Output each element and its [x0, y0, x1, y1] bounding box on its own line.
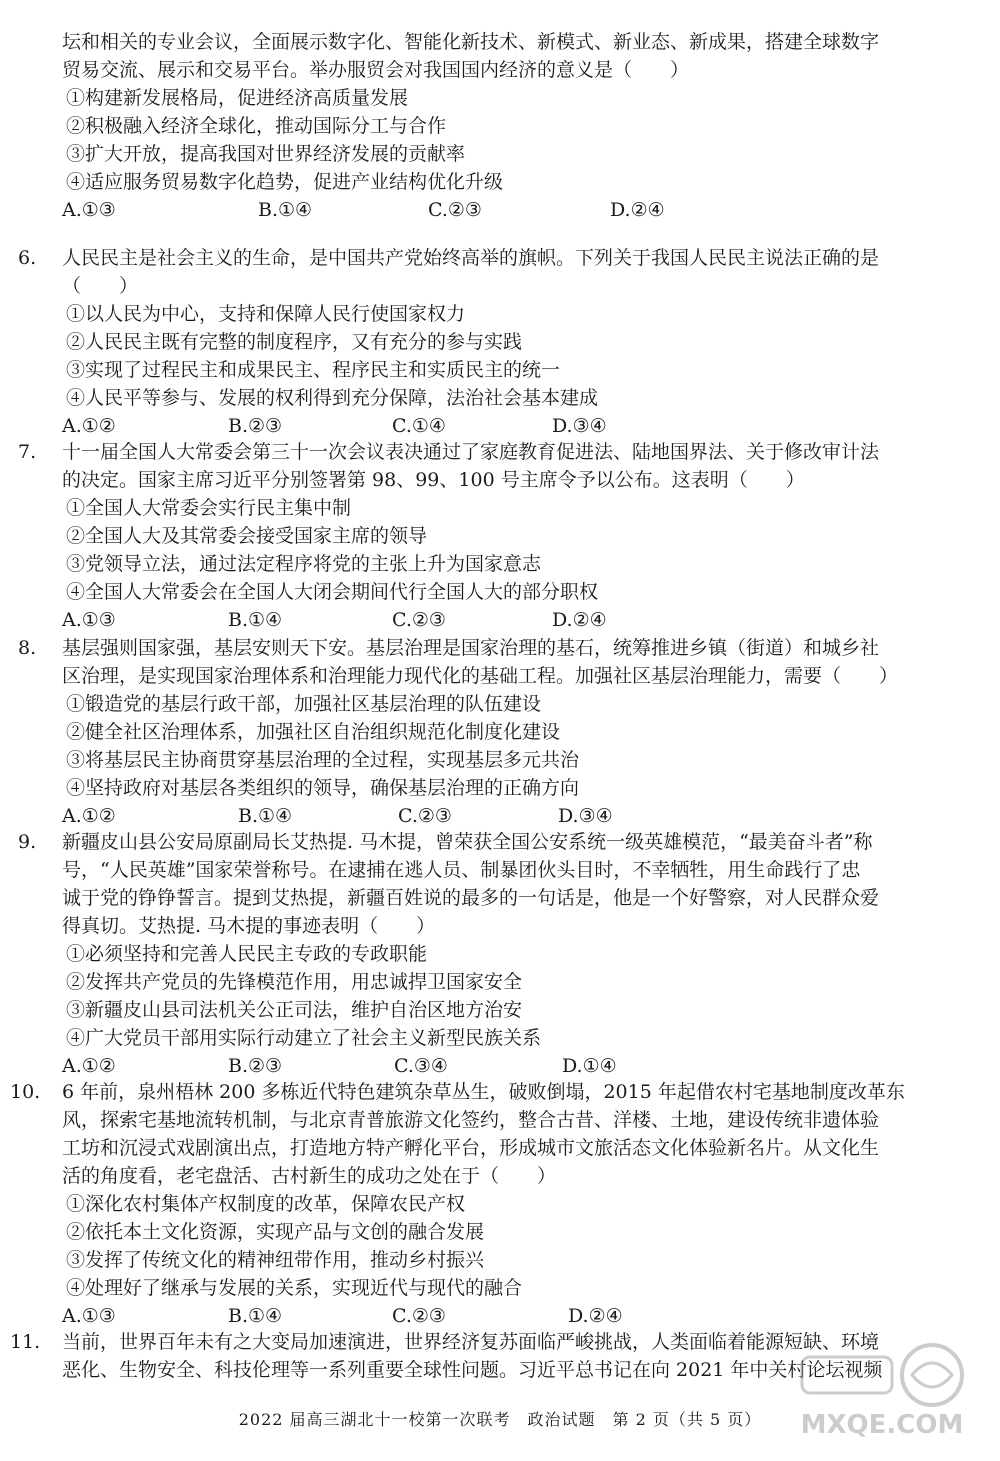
- question-stem: [62, 634, 980, 690]
- choice-d: D.②④: [568, 1305, 623, 1327]
- stem-line: 得真切。艾热提. 马木提的事迹表明（ ）: [62, 915, 436, 937]
- choice-b: B.②③: [228, 1055, 283, 1077]
- answer-choices: [62, 802, 962, 830]
- option-item: ②发挥共产党员的先锋模范作用，用忠诚捍卫国家安全: [66, 971, 523, 993]
- choice-c: C.②③: [398, 805, 452, 827]
- stem-line: 活的角度看，老宅盘活、古村新生的成功之处在于（ ）: [62, 1165, 557, 1187]
- question-10: [0, 1078, 1000, 1330]
- watermark-logo: [782, 1337, 982, 1447]
- page-footer: 2022 届高三湖北十一校第一次联考 政治试题 第 2 页（共 5 页）: [238, 1410, 762, 1429]
- option-item: ②依托本土文化资源，实现产品与文创的融合发展: [66, 1221, 485, 1243]
- option-item: ③将基层民主协商贯穿基层治理的全过程，实现基层多元共治: [66, 749, 580, 771]
- answer-choices: [62, 1052, 962, 1080]
- choice-d: D.③④: [558, 805, 613, 827]
- option-item: ①锻造党的基层行政干部，加强社区基层治理的队伍建设: [66, 693, 542, 715]
- option-item: ③新疆皮山县司法机关公正司法，维护自治区地方治安: [66, 999, 523, 1021]
- option-item: ①以人民为中心，支持和保障人民行使国家权力: [66, 303, 466, 325]
- choice-a: A.①②: [62, 805, 116, 827]
- answer-choices: [62, 1302, 962, 1330]
- option-item: ②全国人大及其常委会接受国家主席的领导: [66, 525, 428, 547]
- question-number: 10.: [10, 1081, 41, 1103]
- stem-line: 号，“人民英雄”国家荣誉称号。在逮捕在逃人员、制暴团伙头目时，不幸牺牲，用生命践行了忠: [62, 859, 861, 881]
- stem-line: 的决定。国家主席习近平分别签署第 98、99、100 号主席令予以公布。这表明（ ）: [62, 469, 805, 491]
- option-item: ③党领导立法，通过法定程序将党的主张上升为国家意志: [66, 553, 542, 575]
- question-stem: [62, 244, 980, 300]
- question-8: [0, 634, 1000, 830]
- question-9: [0, 828, 1000, 1080]
- question-stem: [62, 438, 980, 494]
- option-item: ①必须坚持和完善人民民主专政的专政职能: [66, 943, 428, 965]
- stem-line: 贸易交流、展示和交易平台。举办服贸会对我国国内经济的意义是（ ）: [62, 59, 690, 81]
- option-item: ③实现了过程民主和成果民主、程序民主和实质民主的统一: [66, 359, 561, 381]
- choice-c: C.③④: [394, 1055, 448, 1077]
- option-item: ②人民民主既有完整的制度程序，又有充分的参与实践: [66, 331, 523, 353]
- answer-choices: [62, 606, 962, 634]
- stem-line: 坛和相关的专业会议，全面展示数字化、智能化新技术、新模式、新业态、新成果，搭建全球数字: [62, 31, 880, 53]
- option-item: ②健全社区治理体系，加强社区自治组织规范化制度化建设: [66, 721, 561, 743]
- option-item: ④处理好了继承与发展的关系，实现近代与现代的融合: [66, 1277, 523, 1299]
- stem-line: 恶化、生物安全、科技伦理等一系列重要全球性问题。习近平总书记在向 2021 年中关村论坛视频: [62, 1359, 883, 1381]
- stem-line: （ ）: [62, 275, 139, 297]
- choice-a: A.①②: [62, 1055, 116, 1077]
- choice-a: A.①②: [62, 415, 116, 437]
- watermark-text: MXQE.COM: [800, 1410, 964, 1440]
- option-item: ①全国人大常委会实行民主集中制: [66, 497, 352, 519]
- option-item: ③扩大开放，提高我国对世界经济发展的贡献率: [66, 143, 466, 165]
- choice-c: C.②③: [392, 1305, 446, 1327]
- option-item: ④适应服务贸易数字化趋势，促进产业结构优化升级: [66, 171, 504, 193]
- option-item: ②积极融入经济全球化，推动国际分工与合作: [66, 115, 447, 137]
- question-5-continuation: [62, 28, 982, 224]
- stem-line: 当前，世界百年未有之大变局加速演进，世界经济复苏面临严峻挑战，人类面临着能源短缺、环境: [62, 1331, 880, 1353]
- stem-line: 诚于党的铮铮誓言。提到艾热提，新疆百姓说的最多的一句话是，他是一个好警察，对人民群众爱: [62, 887, 880, 909]
- choice-b: B.①④: [238, 805, 293, 827]
- option-item: ④坚持政府对基层各类组织的领导，确保基层治理的正确方向: [66, 777, 580, 799]
- choice-d: D.①④: [562, 1055, 617, 1077]
- question-number: 8.: [18, 637, 37, 659]
- choice-b: B.②③: [228, 415, 283, 437]
- option-item: ①构建新发展格局，促进经济高质量发展: [66, 87, 409, 109]
- question-number: 11.: [10, 1331, 41, 1353]
- option-item: ③发挥了传统文化的精神纽带作用，推动乡村振兴: [66, 1249, 485, 1271]
- stem-line: 工坊和沉浸式戏剧演出点，打造地方特产孵化平台，形成城市文旅活态文化体验新名片。从文化生: [62, 1137, 880, 1159]
- choice-c: C.②③: [428, 199, 482, 221]
- question-6: [0, 244, 1000, 440]
- choice-c: C.②③: [392, 609, 446, 631]
- question-stem: [62, 1078, 980, 1190]
- choice-d: D.③④: [552, 415, 607, 437]
- option-item: ①深化农村集体产权制度的改革，保障农民产权: [66, 1193, 466, 1215]
- watermark-icon: [782, 1337, 982, 1447]
- question-7: [0, 438, 1000, 634]
- option-item: ④人民平等参与、发展的权利得到充分保障，法治社会基本建成: [66, 387, 599, 409]
- answer-choices: [62, 196, 962, 224]
- stem-line: 基层强则国家强，基层安则天下安。基层治理是国家治理的基石，统筹推进乡镇（街道）和城乡社: [62, 637, 880, 659]
- choice-b: B.①④: [228, 609, 283, 631]
- stem-line: 风，探索宅基地流转机制，与北京青普旅游文化签约，整合古昔、洋楼、土地，建设传统非遗体验: [62, 1109, 880, 1131]
- stem-line: 新疆皮山县公安局原副局长艾热提. 马木提，曾荣获全国公安系统一级英雄模范，“最美奋斗者”称: [62, 831, 873, 853]
- choice-a: A.①③: [62, 1305, 116, 1327]
- choice-d: D.②④: [552, 609, 607, 631]
- choice-d: D.②④: [610, 199, 665, 221]
- choice-a: A.①③: [62, 609, 116, 631]
- question-number: 9.: [18, 831, 37, 853]
- question-stem: [62, 828, 980, 940]
- choice-a: A.①③: [62, 199, 116, 221]
- answer-choices: [62, 412, 962, 440]
- choice-c: C.①④: [392, 415, 446, 437]
- stem-line: 人民民主是社会主义的生命，是中国共产党始终高举的旗帜。下列关于我国人民民主说法正确的是: [62, 247, 880, 269]
- choice-b: B.①④: [258, 199, 313, 221]
- choice-b: B.①④: [228, 1305, 283, 1327]
- stem-line: 十一届全国人大常委会第三十一次会议表决通过了家庭教育促进法、陆地国界法、关于修改审计法: [62, 441, 880, 463]
- stem-line: 区治理，是实现国家治理体系和治理能力现代化的基础工程。加强社区基层治理能力，需要（ ）: [62, 665, 899, 687]
- option-item: ④广大党员干部用实际行动建立了社会主义新型民族关系: [66, 1027, 542, 1049]
- question-number: 7.: [18, 441, 37, 463]
- stem-line: 6 年前，泉州梧林 200 多栋近代特色建筑杂草丛生，破败倒塌，2015 年起借农村宅基地制度改革东: [62, 1081, 905, 1103]
- option-item: ④全国人大常委会在全国人大闭会期间代行全国人大的部分职权: [66, 581, 599, 603]
- question-number: 6.: [18, 247, 37, 269]
